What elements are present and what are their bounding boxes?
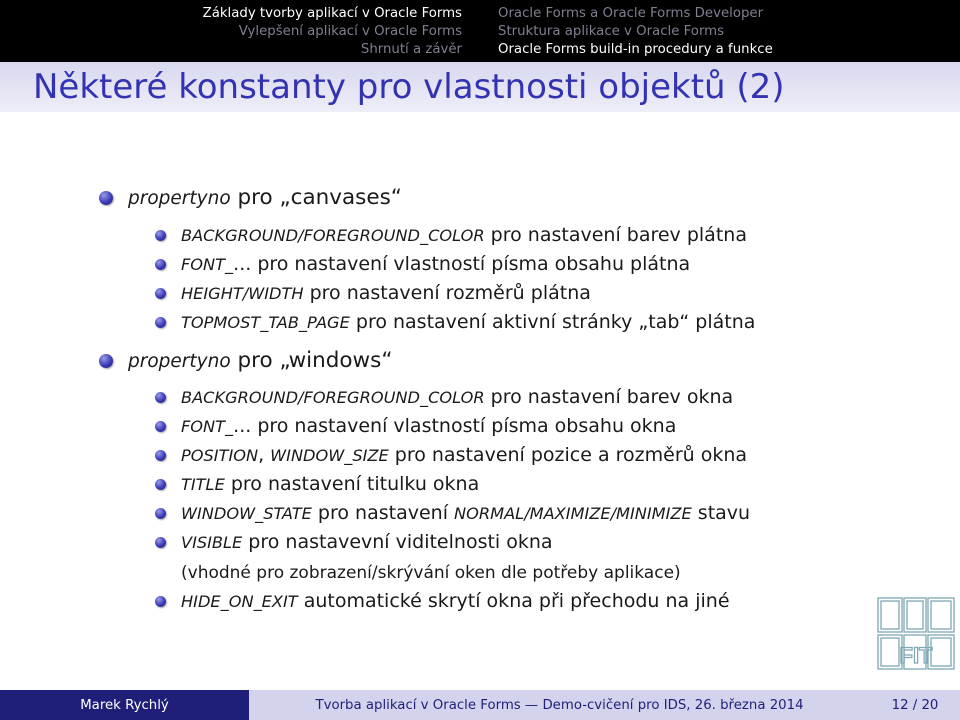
- bullet-icon: [99, 354, 113, 368]
- nav-subsection-forms-developer[interactable]: Oracle Forms a Oracle Forms Developer: [498, 6, 764, 21]
- sub-bullet-icon: [155, 392, 166, 403]
- nav-section-improvements[interactable]: Vylepšení aplikací v Oracle Forms: [238, 24, 462, 39]
- list-item: FONT_... pro nastavení vlastností písma obsahu plátna: [181, 253, 691, 275]
- nav-subsections: [480, 0, 960, 62]
- sub-bullet-icon: [155, 317, 166, 328]
- section-rest: pro „windows“: [230, 348, 393, 373]
- list-item: TOPMOST_TAB_PAGE pro nastavení aktivní stránky „tab“ plátna: [181, 311, 756, 333]
- nav-sections: [0, 0, 480, 62]
- sub-bullet-icon: [155, 230, 166, 241]
- list-item: HIDE_ON_EXIT automatické skrytí okna při přechodu na jiné: [181, 590, 730, 612]
- footer-page-number: 12 / 20: [870, 690, 960, 720]
- list-item: HEIGHT/WIDTH pro nastavení rozměrů plátna: [181, 282, 591, 304]
- list-item: TITLE pro nastavení titulku okna: [181, 473, 480, 495]
- list-item: FONT_... pro nastavení vlastností písma obsahu okna: [181, 415, 677, 437]
- logo-text: FIT: [899, 643, 933, 668]
- sub-bullet-icon: [155, 450, 166, 461]
- frame-title-bar: [0, 62, 960, 112]
- footer: [0, 690, 960, 720]
- section-term: propertyno: [128, 351, 231, 372]
- list-item: WINDOW_STATE pro nastavení NORMAL/MAXIMIZE/MINIMIZE stavu: [181, 502, 751, 524]
- nav-section-basics[interactable]: Základy tvorby aplikací v Oracle Forms: [202, 6, 462, 21]
- section-heading-windows: [128, 347, 392, 376]
- note-text: (vhodné pro zobrazení/skrývání oken dle potřeby aplikace): [181, 563, 681, 583]
- footer-author: Marek Rychlý: [0, 690, 249, 720]
- list-item: BACKGROUND/FOREGROUND_COLOR pro nastavení barev okna: [181, 386, 734, 408]
- sub-bullet-icon: [155, 537, 166, 548]
- nav-subsection-structure[interactable]: Struktura aplikace v Oracle Forms: [498, 24, 725, 39]
- section-heading-canvases: [128, 184, 402, 213]
- frame-title: Některé konstanty pro vlastnosti objektů (2): [33, 67, 785, 107]
- header-navigation: [0, 0, 960, 62]
- nav-section-summary[interactable]: Shrnutí a závěr: [360, 42, 462, 57]
- section-term: propertyno: [128, 188, 231, 209]
- fit-logo-icon: [876, 596, 956, 672]
- sub-bullet-icon: [155, 421, 166, 432]
- list-item: POSITION, WINDOW_SIZE pro nastavení pozice a rozměrů okna: [181, 444, 748, 466]
- bullet-icon: [99, 191, 113, 205]
- sub-bullet-icon: [155, 259, 166, 270]
- footer-title: Tvorba aplikací v Oracle Forms — Demo-cvičení pro IDS, 26. března 2014: [249, 690, 870, 720]
- list-item: VISIBLE pro nastavevní viditelnosti okna: [181, 531, 553, 553]
- slide-content: [0, 112, 960, 690]
- sub-bullet-icon: [155, 596, 166, 607]
- sub-bullet-icon: [155, 288, 166, 299]
- sub-bullet-icon: [155, 508, 166, 519]
- list-item: BACKGROUND/FOREGROUND_COLOR pro nastavení barev plátna: [181, 224, 747, 246]
- sub-bullet-icon: [155, 479, 166, 490]
- nav-subsection-builtins[interactable]: Oracle Forms build-in procedury a funkce: [498, 42, 773, 57]
- section-rest: pro „canvases“: [230, 185, 402, 210]
